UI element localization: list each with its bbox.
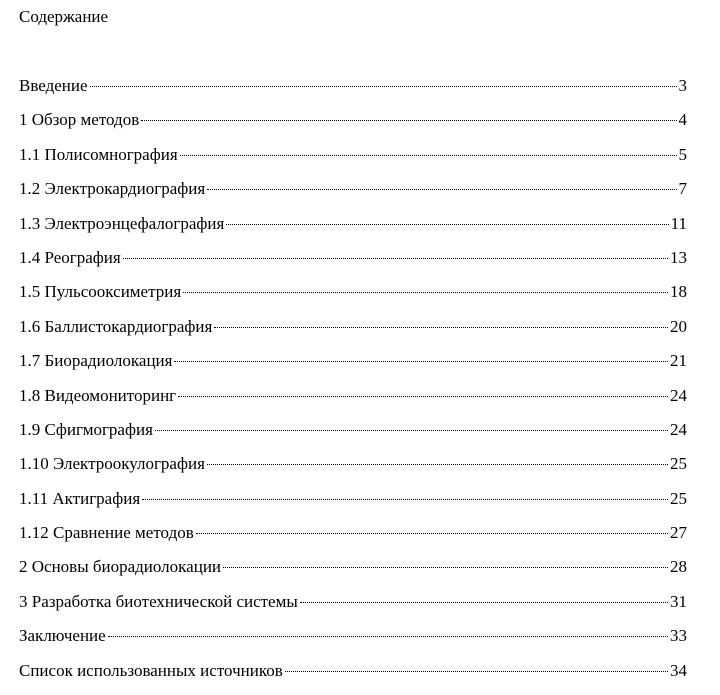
- toc-entry-title: 1 Обзор методов: [19, 110, 140, 130]
- toc-heading: Содержание: [19, 7, 109, 26]
- toc-entry-title: 1.3 Электроэнцефалография: [19, 213, 225, 233]
- toc-entry-title: Заключение: [19, 626, 106, 646]
- dot-leader: [108, 636, 668, 637]
- toc-entry-bioradiolocation-basics: [19, 557, 687, 591]
- toc-entry-title: 3 Разработка биотехнической системы: [19, 591, 298, 611]
- toc-entry-title: 1.9 Сфигмография: [19, 419, 153, 439]
- dot-leader: [214, 327, 668, 328]
- dot-leader: [174, 361, 668, 362]
- toc-entry-page: 28: [670, 557, 687, 577]
- toc-entry-electrocardiography: [19, 179, 687, 213]
- dot-leader: [223, 567, 668, 568]
- toc-entry-title: 2 Основы биорадиолокации: [19, 557, 222, 577]
- toc-entry-page: 4: [678, 110, 687, 130]
- toc-entry-methods-overview: [19, 110, 687, 144]
- toc-entry-page: 5: [678, 144, 687, 164]
- toc-entry-page: 31: [670, 591, 687, 611]
- toc-entry-title: 1.8 Видеомониторинг: [19, 385, 177, 405]
- dot-leader: [141, 120, 676, 121]
- dot-leader: [285, 671, 668, 672]
- toc-entry-page: 24: [670, 419, 687, 439]
- toc-entry-title: 1.7 Биорадиолокация: [19, 351, 173, 371]
- toc-entry-page: 34: [670, 660, 687, 680]
- dot-leader: [180, 155, 677, 156]
- toc-entry-title: 1.10 Электроокулография: [19, 454, 205, 474]
- toc-entry-electrooculography: [19, 454, 687, 488]
- dot-leader: [207, 464, 668, 465]
- toc-entry-page: 13: [670, 247, 687, 267]
- toc-entry-page: 11: [670, 213, 687, 233]
- toc-entry-actigraphy: [19, 489, 687, 523]
- toc-entry-introduction: [19, 76, 687, 110]
- dot-leader: [207, 189, 676, 190]
- dot-leader: [178, 396, 668, 397]
- dot-leader: [155, 430, 668, 431]
- toc-entry-rheography: [19, 248, 687, 282]
- toc-entry-title: 1.5 Пульсооксиметрия: [19, 282, 182, 302]
- toc-entry-conclusion: [19, 626, 687, 660]
- toc-entry-title: 1.12 Сравнение методов: [19, 523, 194, 543]
- toc-entry-title: 1.11 Актиграфия: [19, 488, 141, 508]
- toc-entry-title: 1.1 Полисомнография: [19, 144, 178, 164]
- toc-entry-electroencephalography: [19, 214, 687, 248]
- toc-entry-polysomnography: [19, 145, 687, 179]
- dot-leader: [226, 224, 668, 225]
- toc-entry-sphygmography: [19, 420, 687, 454]
- toc-entry-pulse-oximetry: [19, 282, 687, 316]
- toc-entry-title: 1.2 Электрокардиография: [19, 179, 206, 199]
- toc-entry-page: 3: [678, 76, 687, 95]
- toc-entry-page: 20: [670, 316, 687, 336]
- dot-leader: [142, 499, 668, 500]
- toc-entry-title: 1.6 Баллистокардиография: [19, 316, 213, 336]
- toc-entry-title: Список использованных источников: [19, 660, 283, 680]
- toc-entry-title: Введение: [19, 76, 88, 95]
- toc-entry-page: 27: [670, 523, 687, 543]
- toc-entry-biotechnical-system: [19, 592, 687, 626]
- toc-entry-page: 25: [670, 454, 687, 474]
- dot-leader: [123, 258, 668, 259]
- toc-entry-references: [19, 661, 687, 695]
- toc-entry-page: 24: [670, 385, 687, 405]
- dot-leader: [196, 533, 668, 534]
- toc-entry-page: 18: [670, 282, 687, 302]
- toc-entry-title: 1.4 Реография: [19, 247, 121, 267]
- toc-entry-page: 21: [670, 351, 687, 371]
- toc-entry-ballistocardiography: [19, 317, 687, 351]
- toc-entry-page: 33: [670, 626, 687, 646]
- table-of-contents: [19, 76, 687, 695]
- dot-leader: [90, 86, 677, 87]
- dot-leader: [300, 602, 668, 603]
- dot-leader: [183, 292, 668, 293]
- toc-entry-bioradiolocation: [19, 351, 687, 385]
- toc-entry-methods-comparison: [19, 523, 687, 557]
- toc-entry-page: 25: [670, 488, 687, 508]
- toc-entry-page: 7: [678, 179, 687, 199]
- toc-entry-video-monitoring: [19, 386, 687, 420]
